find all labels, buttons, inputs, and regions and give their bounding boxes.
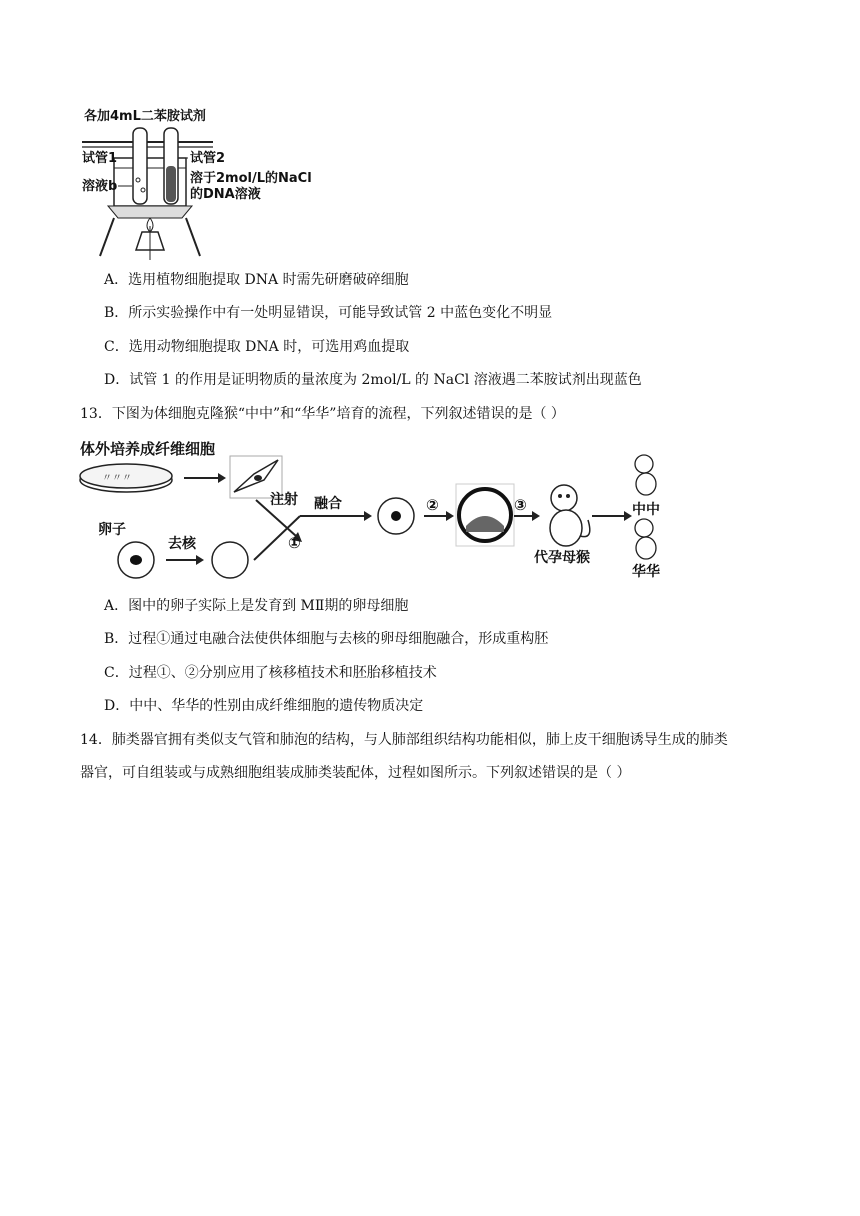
cloning-flow-figure — [78, 436, 678, 582]
q12-option-d: D．试管 1 的作用是证明物质的量浓度为 2mol/L 的 NaCl 溶液遇二苯胺试剂出现蓝色 — [104, 372, 642, 388]
dna-solution-label-2: 的DNA溶液 — [190, 187, 261, 202]
fusion-label: 融合 — [314, 496, 342, 512]
solution-b-label: 溶液b — [82, 179, 118, 194]
q14-stem-line2: 器官，可自组装或与成熟细胞组装成肺类装配体，过程如图所示。下列叙述错误的是（ ） — [80, 765, 631, 781]
tube1-label: 试管1 — [82, 151, 118, 166]
q14-stem-line1: 14．肺类器官拥有类似支气管和肺泡的结构，与人肺部组织结构功能相似，肺上皮干细胞诱导生成的肺类 — [80, 732, 728, 748]
inject-label: 注射 — [270, 492, 298, 508]
tube2-label: 试管2 — [190, 151, 226, 166]
step1-label: ① — [288, 534, 301, 552]
dna-apparatus-figure — [78, 100, 338, 260]
reagent-label: 各加4mL二苯胺试剂 — [84, 109, 206, 124]
q13-option-c: C．过程①、②分别应用了核移植技术和胚胎移植技术 — [104, 665, 437, 681]
q13-option-a: A．图中的卵子实际上是发育到 MⅡ期的卵母细胞 — [104, 598, 409, 614]
q12-option-c: C．选用动物细胞提取 DNA 时，可选用鸡血提取 — [104, 339, 410, 355]
culture-label: 体外培养成纤维细胞 — [80, 440, 216, 458]
huahua-monkey-icon — [635, 519, 656, 559]
egg-label: 卵子 — [98, 522, 126, 538]
q13-stem: 13．下图为体细胞克隆猴“中中”和“华华”培育的流程，下列叙述错误的是（ ） — [80, 406, 565, 422]
q13-option-d: D．中中、华华的性别由成纤维细胞的遗传物质决定 — [104, 698, 424, 714]
enucleate-label: 去核 — [168, 536, 196, 552]
q12-option-a: A．选用植物细胞提取 DNA 时需先研磨破碎细胞 — [104, 272, 409, 288]
surrogate-monkey-icon — [550, 485, 590, 546]
step3-label: ③ — [514, 496, 527, 514]
q12-option-b: B．所示实验操作中有一处明显错误，可能导致试管 2 中蓝色变化不明显 — [104, 305, 553, 321]
dna-solution-label-1: 溶于2mol/L的NaCl — [190, 171, 312, 186]
step2-label: ② — [426, 496, 439, 514]
svg-text:〃〃〃: 〃〃〃 — [102, 473, 132, 484]
huahua-label: 华华 — [632, 564, 660, 580]
zhongzhong-monkey-icon — [635, 455, 656, 495]
q13-option-b: B．过程①通过电融合法使供体细胞与去核的卵母细胞融合，形成重构胚 — [104, 631, 549, 647]
zhongzhong-label: 中中 — [632, 502, 660, 518]
surrogate-label: 代孕母猴 — [534, 550, 590, 566]
